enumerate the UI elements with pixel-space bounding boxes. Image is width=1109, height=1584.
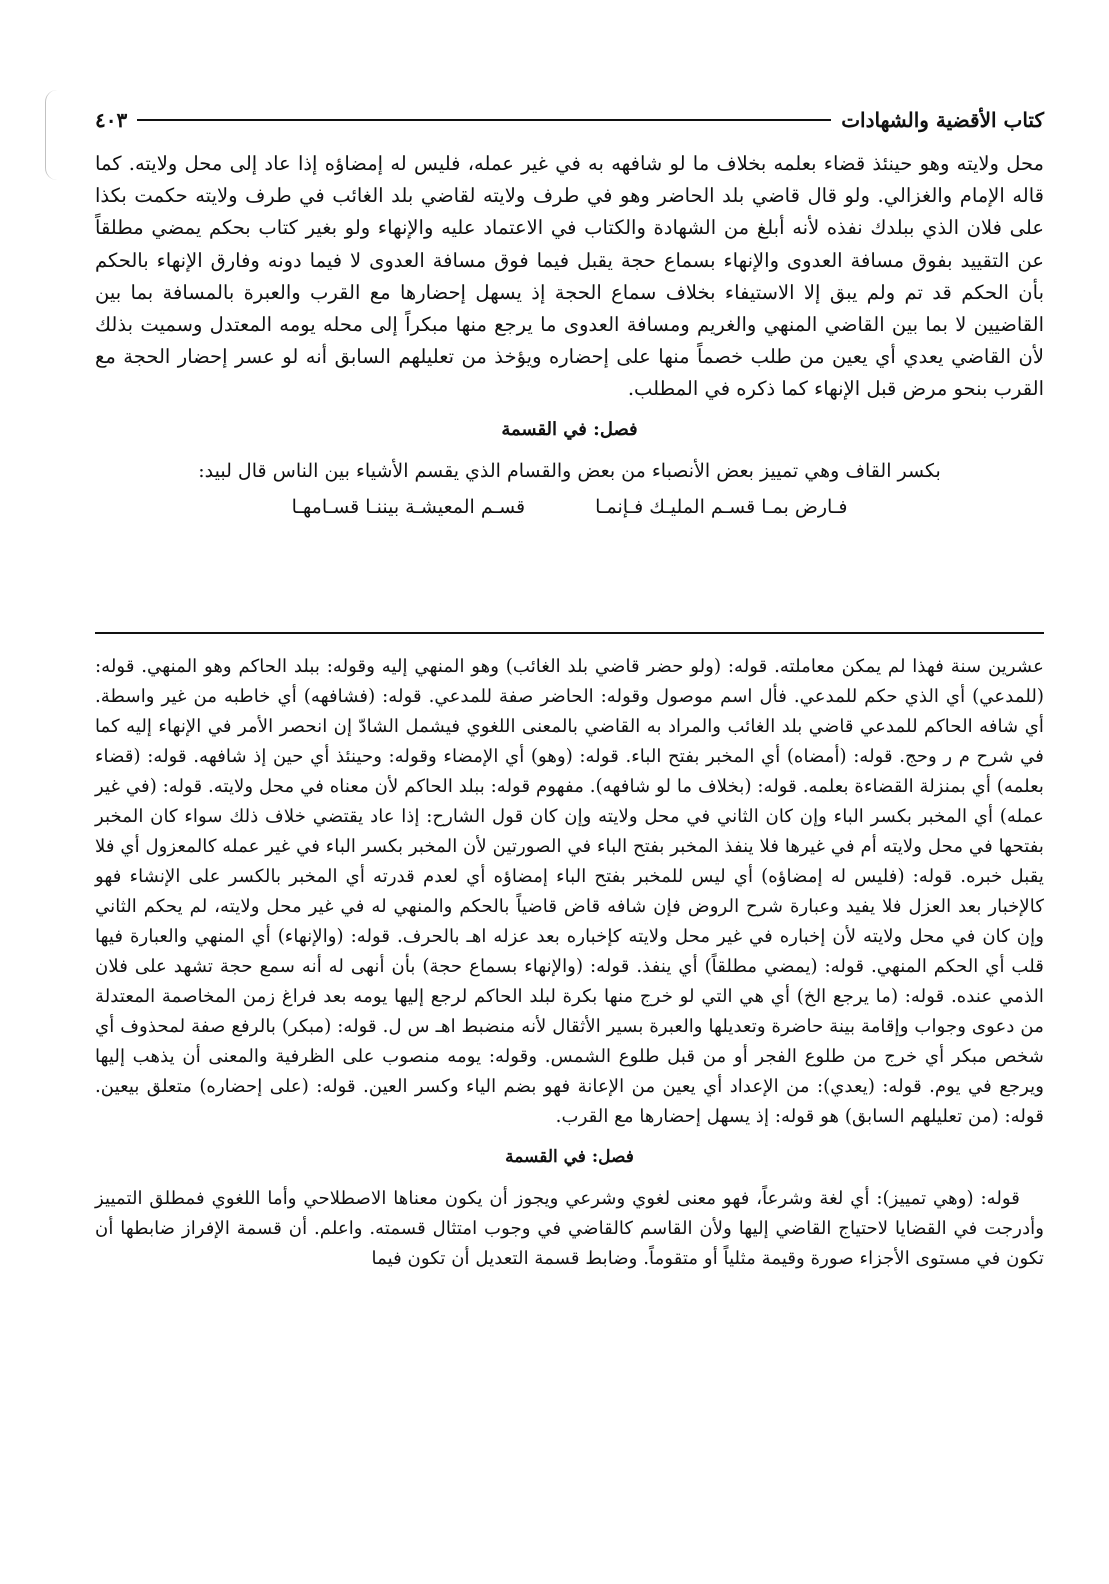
commentary-paragraph: عشرين سنة فهذا لم يمكن معاملته. قوله: (ولو حضر قاضي بلد الغائب) وهو المنهي إليه وقوله: ببلد الحاكم وهو المنهي. قوله: (للمدعي) أي الذي حكم للمدعي. فأل اسم موصول وقوله: الحاضر صفة للمدعي. قوله: (فشافهه) أي خاطبه من غير واسطة. أي شافه الحاكم للمدعي قاضي بلد الغائب والمراد به القاضي بالمعنى اللغوي فيشمل الشادّ إن انحصر الأمر في الإنهاء إليه كما في شرح م ر وحج. قوله: (أمضاه) أي المخبر بفتح الباء. قوله: (وهو) أي الإمضاء وقوله: وحينئذ أي حين إذ شافهه. قوله: (قضاء بعلمه) أي بمنزلة القضاءة بعلمه. قوله: (بخلاف ما لو شافهه). مفهوم قوله: ببلد الحاكم لأن معناه في محل ولايته. قوله: (في غير عمله) أي المخبر بكسر الباء وإن كان الثاني في محل ولايته وإن كان قول الشارح: إذا عاد يقتضي خلاف ذلك سواء كان المخبر بفتحها في محل ولايته أم في غيرها فلا ينفذ المخبر بفتح الباء في الصورتين لأن المخبر بكسر الباء في غير عمله كالمعزول أي فلا يقبل خبره. قوله: (فليس له إمضاؤه) أي ليس للمخبر بفتح الباء إمضاؤه أي لعدم قدرته أي المخبر بالكسر على الإنشاء فهو كالإخبار بعد العزل فلا يفيد وعبارة شرح الروض فإن شافه قاض قاضياً بالحكم والمنهي له في غير محل ولايته، لم يحكم الثاني وإن كان في محل ولايته لأن إخباره في غير محل ولايته كإخباره بعد عزله اهـ بالحرف. قوله: (والإنهاء) أي المنهي والعبارة فيها قلب أي الحكم المنهي. قوله: (يمضي مطلقاً) أي ينفذ. قوله: (والإنهاء بسماع حجة) بأن أنهى له أنه سمع حجة تشهد على فلان الذمي عنده. قوله: (ما يرجع الخ) أي هي التي لو خرج منها بكرة لبلد الحاكم لرجع إليها يومه بعد فراغ زمن المخاصمة المعتدلة من دعوى وجواب وإقامة بينة حاضرة وتعديلها والعبرة بسير الأثقال لأنه منضبط اهـ س ل. قوله: (مبكر) بالرفع صفة لمحذوف أي شخص مبكر أي خرج من طلوع الفجر أو من قبل طلوع الشمس. وقوله: يومه منصوب على الظرفية والمعنى أن يذهب إليها ويرجع في يوم. قوله: (يعدي): من الإعداد أي يعين من الإعانة فهو بضم الياء وكسر العين. قوله: (على إحضاره) متعلق بيعين. قوله: (من تعليلهم السابق) هو قوله: إذ يسهل إحضارها مع القرب. bbox=[95, 656, 1044, 1127]
poem-hemistich-right: فـارض بمـا قسـم المليـك فـإنمـا bbox=[595, 495, 848, 518]
section-intro: بكسر القاف وهي تمييز بعض الأنصباء من بعض والقسام الذي يقسم الأشياء بين الناس قال لبيد: bbox=[198, 459, 941, 482]
section-heading: فصل: في القسمة bbox=[501, 418, 638, 440]
page-number: ٤٠٣ bbox=[95, 108, 128, 132]
page-edge-mark bbox=[45, 90, 68, 180]
commentary-paragraph-2: قوله: (وهي تمييز): أي لغة وشرعاً، فهو معنى لغوي وشرعي ويجوز أن يكون معناها الاصطلاحي وأما اللغوي فمطلق التمييز وأدرجت في القضايا لاحتياج القاضي إليها ولأن القاسم كالقاضي في وجوب امتثال قسمته. واعلم. أن قسمة الإفراز ضابطها أن تكون في مستوى الأجزاء صورة وقيمة مثلياً أو متقوماً. وضابط قسمة التعديل أن تكون فيما bbox=[95, 1188, 1044, 1269]
commentary-section-heading: فصل: في القسمة bbox=[505, 1147, 634, 1167]
poem-hemistich-left: قسـم المعيشـة بيننـا قسـامهـا bbox=[291, 495, 526, 518]
book-title: كتاب الأقضية والشهادات bbox=[841, 108, 1044, 132]
header-rule bbox=[137, 119, 831, 121]
main-text bbox=[95, 148, 1044, 526]
commentary-text bbox=[95, 652, 1044, 1274]
poem-verse bbox=[95, 488, 1044, 526]
footnote-divider bbox=[95, 632, 1044, 634]
running-header bbox=[95, 100, 1044, 140]
main-paragraph: محل ولايته وهو حينئذ قضاء بعلمه بخلاف ما لو شافهه به في غير عمله، فليس له إمضاؤه إذا عاد إلى محل ولايته. كما قاله الإمام والغزالي. ولو قال قاضي بلد الحاضر وهو في طرف ولايته لقاضي بلد الغائب في طرف ولايته حكمت بكذا على فلان الذي ببلدك نفذه لأنه أبلغ من الشهادة والكتاب في الاعتماد عليه والإنهاء ولو بغير كتاب بحكم يمضي مطلقاً عن التقييد بفوق مسافة العدوى والإنهاء بسماع حجة يقبل فيما فوق مسافة العدوى لا فيما دونه وفارق الإنهاء بالحكم بأن الحكم قد تم ولم يبق إلا الاستيفاء بخلاف سماع الحجة إذ يسهل إحضارها مع القرب والعبرة بالمسافة بما بين القاضيين لا بما بين القاضي المنهي والغريم ومسافة العدوى ما يرجع منها مبكراً إلى محله يومه المعتدل وسميت بذلك لأن القاضي يعدي أي يعين من طلب خصماً منها على إحضاره ويؤخذ من تعليلهم السابق أنه لو عسر إحضار الحجة مع القرب بنحو مرض قبل الإنهاء كما ذكره في المطلب. bbox=[95, 152, 1044, 401]
